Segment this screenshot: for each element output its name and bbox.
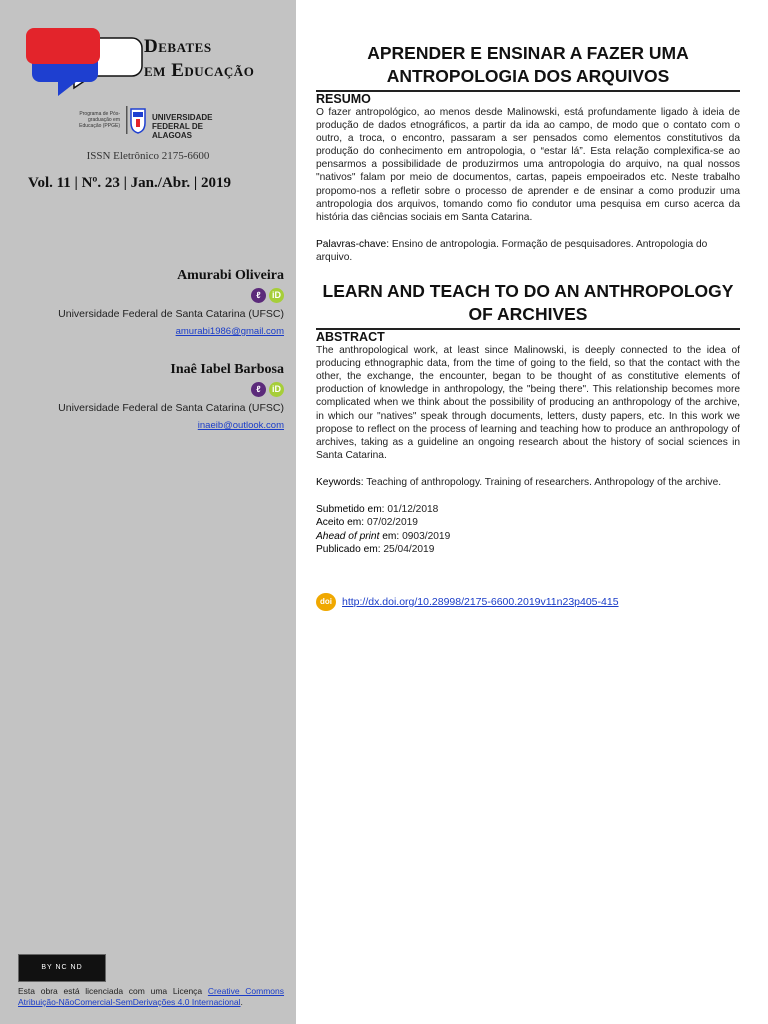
license-link[interactable]: Creative Commons Atribuição-NãoComercial-SemDerivações 4.0 Internacional bbox=[18, 986, 285, 1007]
license-text bbox=[18, 986, 284, 1008]
author-block bbox=[4, 362, 284, 431]
volume-info: Vol. 11 | Nº. 23 | Jan./Abr. | 2019 bbox=[28, 175, 231, 191]
submitted-date: Submetido em: 01/12/2018 bbox=[316, 503, 439, 515]
publication-dates bbox=[316, 503, 740, 557]
keywords-label: Keywords: bbox=[316, 476, 364, 488]
palavras-chave bbox=[316, 238, 740, 264]
author-name: Inaê Iabel Barbosa bbox=[170, 362, 284, 377]
lattes-icon[interactable]: ℓ bbox=[251, 288, 266, 303]
article-title-en: LEARN AND TEACH TO DO AN ANTHROPOLOGY OF ARCHIVES bbox=[322, 281, 734, 325]
author-profile-links bbox=[4, 288, 284, 304]
university-name: UNIVERSIDADE FEDERAL DE ALAGOAS bbox=[152, 113, 213, 140]
university-crest-icon bbox=[126, 106, 148, 134]
author-affiliation: Universidade Federal de Santa Catarina (UFSC) bbox=[58, 308, 284, 320]
abstract-text: The anthropological work, at least since Malinowski, is deeply connected to the idea of producing ethnographic data, from the time of going to the field, so that the contact with the other, the exchange, the encounter, began to be thought of as constitutive elements of production of knowledge in anthropology, the "being there". This relationship becomes more complicated when we think about the possibility of producing an anthropology of the archive, in which our "natives" speak through documents, letters, dusty papers, etc. In this work we propose to reflect on the process of learning and teaching how to produce an anthropology of archives, taking as a guideline an ongoing research about the history of social sciences in Santa Catarina. bbox=[316, 345, 740, 461]
abstract-heading: ABSTRACT bbox=[316, 328, 740, 344]
palavras-chave-label: Palavras-chave: bbox=[316, 238, 390, 250]
author-affiliation: Universidade Federal de Santa Catarina (UFSC) bbox=[58, 402, 284, 414]
article-title-pt: APRENDER E ENSINAR A FAZER UMA ANTROPOLOGIA DOS ARQUIVOS bbox=[367, 43, 689, 86]
license-prefix: Esta obra está licenciada com uma Licença bbox=[18, 986, 208, 996]
license-suffix: . bbox=[240, 997, 243, 1007]
palavras-chave-values: Ensino de antropologia. Formação de pesquisadores. Antropologia do arquivo. bbox=[316, 238, 708, 263]
doi-row bbox=[316, 593, 740, 611]
author-email-link[interactable]: inaeib@outlook.com bbox=[197, 420, 284, 431]
author-block bbox=[4, 268, 284, 337]
sidebar bbox=[0, 0, 296, 1024]
doi-link[interactable]: http://dx.doi.org/10.28998/2175-6600.2019v11n23p405-415 bbox=[342, 595, 619, 608]
orcid-icon[interactable]: iD bbox=[269, 382, 284, 397]
doi-icon: doi bbox=[316, 593, 336, 611]
author-email-link[interactable]: amurabi1986@gmail.com bbox=[175, 326, 284, 337]
keywords bbox=[316, 476, 740, 489]
author-profile-links bbox=[4, 382, 284, 398]
lattes-icon[interactable]: ℓ bbox=[251, 382, 266, 397]
journal-title-line2: em Educação bbox=[144, 60, 255, 81]
author-name: Amurabi Oliveira bbox=[177, 268, 284, 283]
issn: ISSN Eletrônico 2175-6600 bbox=[86, 150, 210, 162]
program-label: Programa de Pós-graduação em Educação (PPGE) bbox=[79, 111, 120, 129]
orcid-icon[interactable]: iD bbox=[269, 288, 284, 303]
ahead-of-print-date: Ahead of print em: 0903/2019 bbox=[316, 530, 451, 542]
keywords-values: Teaching of anthropology. Training of researchers. Anthropology of the archive. bbox=[363, 476, 722, 488]
published-date: Publicado em: 25/04/2019 bbox=[316, 544, 435, 556]
creative-commons-badge-icon[interactable]: BY NC ND bbox=[18, 954, 106, 982]
license-block bbox=[18, 954, 284, 1008]
resumo-text: O fazer antropológico, ao menos desde Malinowski, está profundamente ligado à ideia de produção de dados etnográficos, a partir da ida ao campo, de modo que o contato com o outro, a troca, o encontro, passaram a ser pensados como elementos constitutivos da produção do conhecimento em antropologia, o “estar lá”. Esta relação complexifica-se ao pensarmos a possibilidade de produzirmos uma antropologia do arquivo, na qual nossos "nativos" falam por meio de documentos, cartas, papeis empoeirados etc. Neste trabalho propomo-nos a refletir sobre o processo de aprender e de ensinar a como produzir uma antropologia dos arquivos, tomando como fio condutor uma pesquisa em curso acerca da história das ciências sociais em Santa Catarina. bbox=[316, 107, 740, 223]
accepted-date: Aceito em: 07/02/2019 bbox=[316, 517, 418, 529]
resumo-heading: RESUMO bbox=[316, 90, 740, 106]
article-main bbox=[316, 42, 740, 611]
journal-title bbox=[144, 35, 254, 83]
journal-title-line1: Debates bbox=[144, 36, 212, 57]
